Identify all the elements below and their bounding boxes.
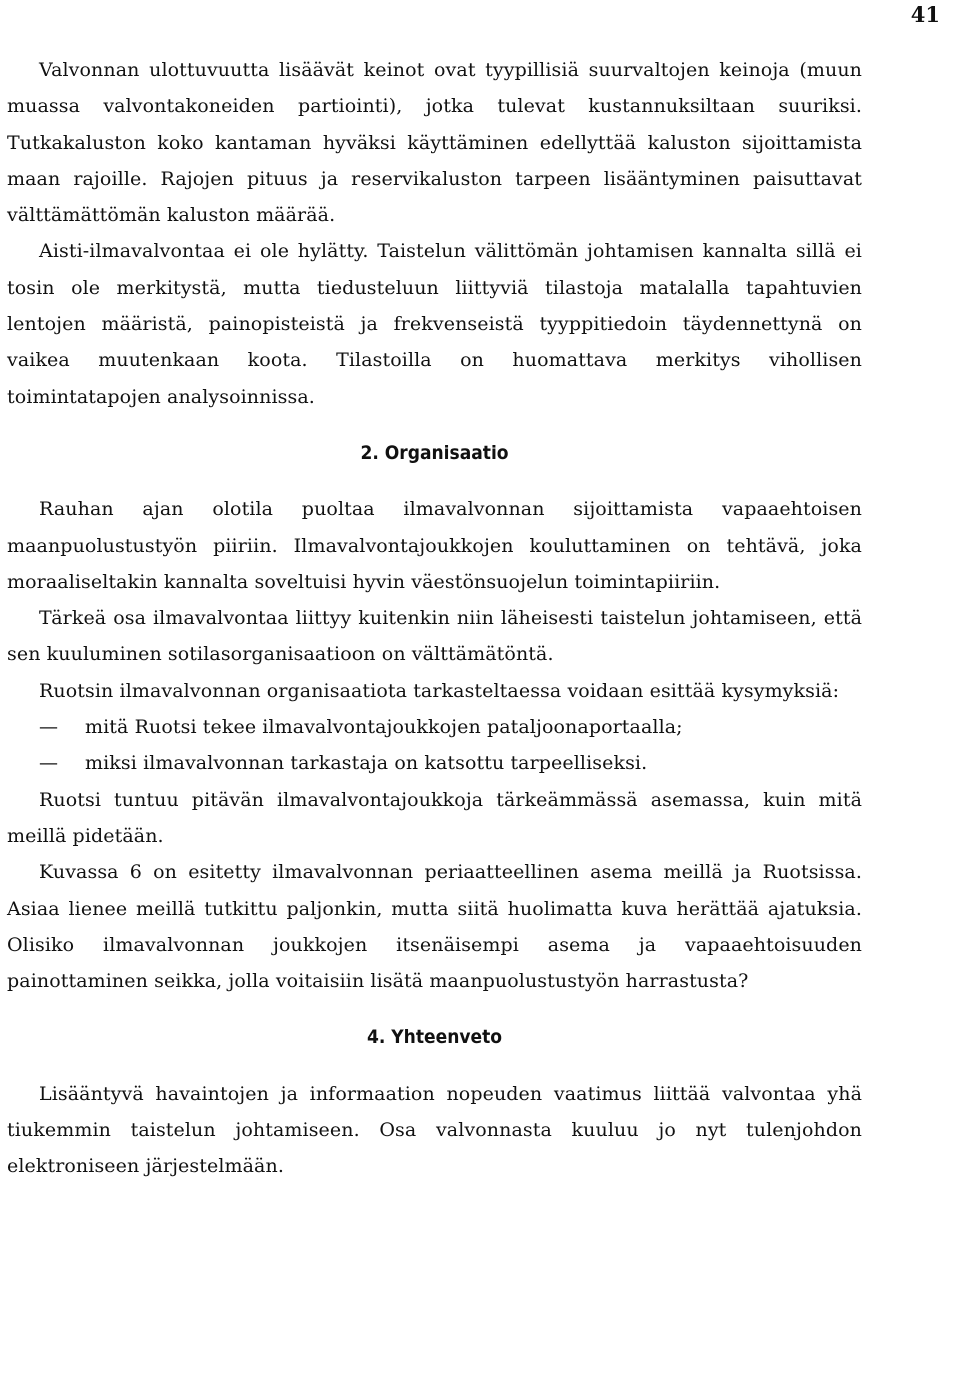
document-body <box>7 52 862 1185</box>
dash-mark: — <box>39 716 59 739</box>
section-heading-yhteenveto: 4. Yhteenveto <box>366 1026 503 1049</box>
page-number: 41 <box>910 2 940 27</box>
list-item-text: miksi ilmavalvonnan tarkastaja on katsottu tarpeelliseksi. <box>85 752 648 775</box>
list-item <box>7 745 862 781</box>
paragraph: Rauhan ajan olotila puoltaa ilmavalvonnan sijoittamista vapaaehtoisen maanpuolustustyön piiriin. Ilmavalvontajoukkojen kouluttaminen on tehtävä, joka moraaliseltakin kannalta soveltuisi hyvin väestönsuojelun toimintapiiriin. <box>7 498 862 593</box>
dash-mark: — <box>39 752 59 775</box>
list-item <box>7 709 862 745</box>
paragraph: Aisti-ilmavalvontaa ei ole hylätty. Taistelun välittömän johtamisen kannalta sillä ei tosin ole merkitystä, mutta tiedusteluun liittyviä tilastoja matalalla tapahtuvien lentojen määristä, painopisteistä ja frekvenseistä tyyppitiedoin täydennettynä on vaikea muutenkaan koota. Tilastoilla on huomattava merkitys vihollisen toimintatapojen analysoinnissa. <box>7 240 862 408</box>
list-item-text: mitä Ruotsi tekee ilmavalvontajoukkojen pataljoonaportaalla; <box>85 716 683 739</box>
paragraph: Valvonnan ulottuvuutta lisäävät keinot ovat tyypillisiä suurvaltojen keinoja (muun muassa valvontakoneiden partiointi), jotka tulevat kustannuksiltaan suuriksi. Tutkakaluston koko kantaman hyväksi käyttäminen edellyttää kaluston sijoittamista maan rajoille. Rajojen pituus ja reservikaluston tarpeen lisääntyminen paisuttavat välttämättömän kaluston määrää. <box>7 59 862 227</box>
paragraph: Ruotsin ilmavalvonnan organisaatiota tarkasteltaessa voidaan esittää kysymyksiä: <box>39 679 840 702</box>
paragraph: Lisääntyvä havaintojen ja informaation nopeuden vaatimus liittää valvontaa yhä tiukemmin taistelun johtamiseen. Osa valvonnasta kuuluu jo nyt tulenjohdon elektroniseen järjestelmään. <box>7 1082 862 1178</box>
section-heading-organisaatio: 2. Organisaatio <box>360 441 509 464</box>
paragraph: Kuvassa 6 on esitetty ilmavalvonnan periaatteellinen asema meillä ja Ruotsissa. Asiaa lienee meillä tutkittu paljonkin, mutta siitä huolimatta kuva herättää ajatuksia. Olisiko ilmavalvonnan joukkojen itsenäisempi asema ja vapaaehtoisuuden painottaminen seikka, jolla voitaisiin lisätä maanpuolustustyön harrastusta? <box>7 861 862 993</box>
paragraph: Tärkeä osa ilmavalvontaa liittyy kuitenkin niin läheisesti taistelun johtamiseen, että sen kuuluminen sotilasorganisaatioon on välttämätöntä. <box>7 607 862 666</box>
paragraph: Ruotsi tuntuu pitävän ilmavalvontajoukkoja tärkeämmässä asemassa, kuin mitä meillä pidetään. <box>7 788 862 847</box>
